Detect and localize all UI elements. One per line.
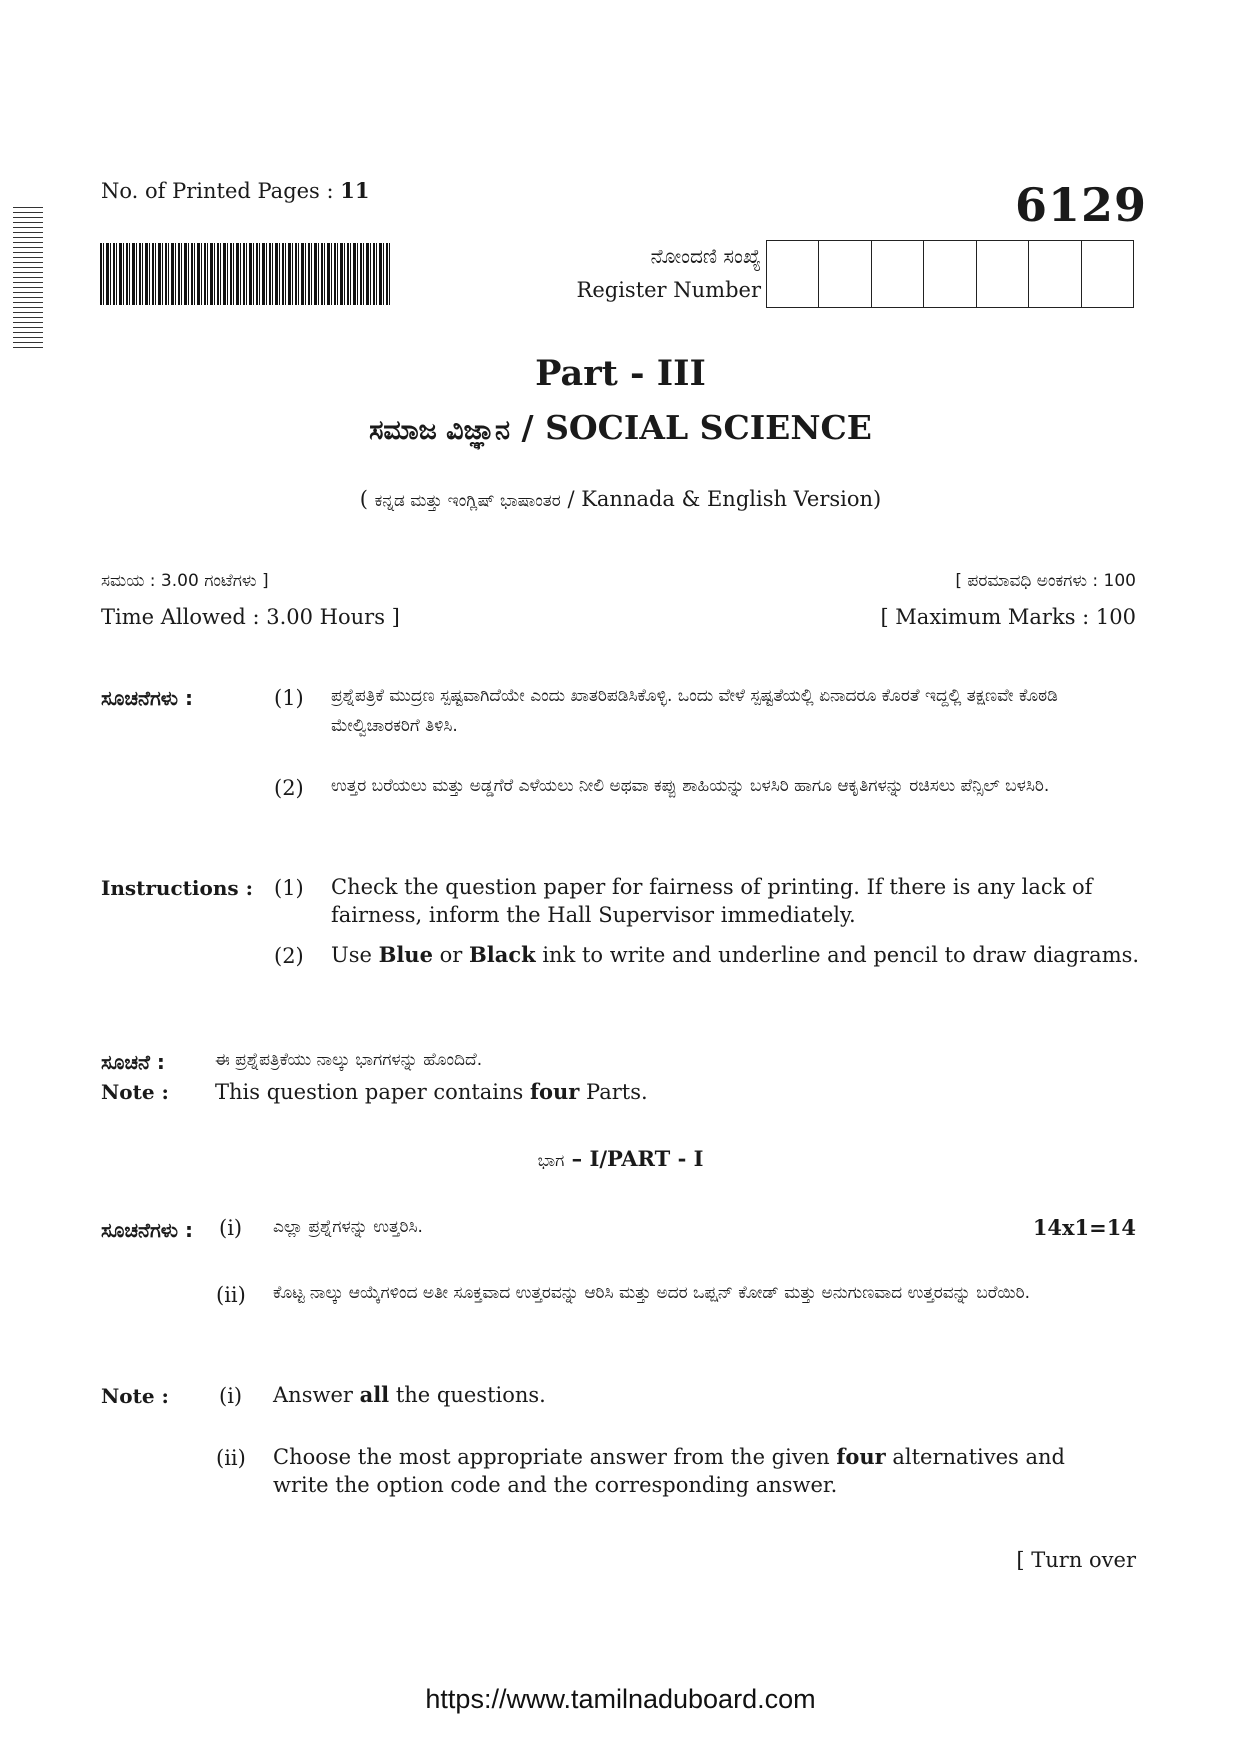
register-label-kn: ನೋಂದಣಿ ಸಂಖ್ಯೆ bbox=[650, 244, 761, 268]
text-bold: four bbox=[836, 1444, 886, 1469]
subject-kn: ಸಮಾಜ ವಿಜ್ಞಾನ bbox=[369, 415, 511, 446]
instruction-kn-text: ಉತ್ತರ ಬರೆಯಲು ಮತ್ತು ಅಡ್ಡಗೆರೆ ಎಳೆಯಲು ನೀಲಿ ಅಥವಾ ಕಪ್ಪು ಶಾಹಿಯನ್ನು ಬಳಸಿರಿ ಹಾಗೂ ಆಕೃತಿಗಳನ್ನು ರಚಿಸಲು ಪೆನ್ಸಿಲ್ ಬಳಸಿರಿ. bbox=[331, 776, 1050, 796]
text-run: This question paper contains bbox=[215, 1080, 530, 1104]
instruction-en-text: Check the question paper for fairness of printing. If there is any lack of fairness, inform the Hall Supervisor immediately. bbox=[331, 875, 1093, 928]
register-box[interactable] bbox=[1082, 241, 1133, 307]
part1-kn-label: ಸೂಚನೆಗಳು : bbox=[101, 1218, 193, 1242]
instruction-kn-num: (2) bbox=[274, 776, 304, 800]
text-bold: four bbox=[530, 1079, 580, 1104]
part1-heading bbox=[0, 1146, 1241, 1171]
note-kn-label: ಸೂಚನೆ : bbox=[101, 1050, 165, 1074]
text-run: Answer bbox=[273, 1383, 360, 1407]
barcode bbox=[100, 243, 392, 305]
printed-pages-label: No. of Printed Pages : bbox=[101, 179, 341, 203]
part1-kn-i-text: ಎಲ್ಲಾ ಪ್ರಶ್ನೆಗಳನ್ನು ಉತ್ತರಿಸಿ. bbox=[273, 1217, 423, 1237]
marks-kn: [ ಪರಮಾವಧಿ ಅಂಕಗಳು : 100 bbox=[955, 571, 1136, 591]
marks-en: [ Maximum Marks : 100 bbox=[880, 605, 1136, 629]
note-kn-text: ಈ ಪ್ರಶ್ನೆಪತ್ರಿಕೆಯು ನಾಲ್ಕು ಭಾಗಗಳನ್ನು ಹೊಂದಿದೆ. bbox=[215, 1050, 483, 1070]
text-run: Use bbox=[331, 943, 379, 967]
subject-separator: / bbox=[510, 408, 546, 447]
text-run: Parts. bbox=[579, 1080, 648, 1104]
note-en-label: Note : bbox=[101, 1080, 169, 1104]
register-box[interactable] bbox=[977, 241, 1029, 307]
text-bold: Black bbox=[468, 942, 536, 967]
subject-title bbox=[0, 408, 1241, 447]
text-run: the questions. bbox=[389, 1383, 546, 1407]
part1-en-ii-num: (ii) bbox=[216, 1446, 246, 1470]
printed-pages bbox=[101, 178, 370, 203]
version-open: ( bbox=[359, 487, 375, 511]
part-title: Part - III bbox=[535, 353, 706, 394]
part1-en-ii-text bbox=[273, 1443, 1093, 1500]
time-kn: ಸಮಯ : 3.00 ಗಂಟೆಗಳು ] bbox=[101, 571, 269, 591]
footer-url[interactable]: https://www.tamilnaduboard.com bbox=[425, 1684, 816, 1714]
text-bold: Blue bbox=[378, 942, 433, 967]
instructions-en-label: Instructions : bbox=[101, 876, 253, 900]
register-box[interactable] bbox=[767, 241, 819, 307]
text-run: Choose the most appropriate answer from the given bbox=[273, 1445, 837, 1469]
part1-en-i-num: (i) bbox=[219, 1384, 243, 1408]
section-marks: 14x1=14 bbox=[1032, 1215, 1136, 1240]
version-en: / Kannada & English Version) bbox=[560, 487, 882, 511]
printed-pages-value: 11 bbox=[340, 178, 370, 203]
turn-over: [ Turn over bbox=[1016, 1548, 1136, 1572]
side-barcode bbox=[13, 207, 43, 351]
instruction-kn-text: ಪ್ರಶ್ನೆಪತ್ರಿಕೆ ಮುದ್ರಣ ಸ್ಪಷ್ಟವಾಗಿದೆಯೇ ಎಂದು ಖಾತರಿಪಡಿಸಿಕೊಳ್ಳಿ. ಒಂದು ವೇಳೆ ಸ್ಪಷ್ಟತೆಯಲ್ಲಿ ಏನಾದರೂ ಕೊರತೆ ಇದ್ದಲ್ಲಿ ತಕ್ಷಣವೇ ಕೊಠಡಿ ಮೇಲ್ವಿಚಾರಕರಿಗೆ ತಿಳಿಸಿ. bbox=[331, 686, 1058, 736]
part1-note-label: Note : bbox=[101, 1384, 169, 1408]
text-run: ink to write and underline and pencil to draw diagrams. bbox=[535, 943, 1140, 967]
register-number-boxes[interactable] bbox=[766, 240, 1134, 308]
paper-code: 6129 bbox=[1015, 178, 1148, 232]
instruction-en-num: (1) bbox=[274, 876, 304, 900]
instructions-kn-label: ಸೂಚನೆಗಳು : bbox=[101, 686, 193, 710]
register-box[interactable] bbox=[819, 241, 871, 307]
instruction-kn-num: (1) bbox=[274, 686, 304, 710]
register-box[interactable] bbox=[924, 241, 976, 307]
text-run: or bbox=[432, 943, 469, 967]
register-box[interactable] bbox=[872, 241, 924, 307]
register-box[interactable] bbox=[1029, 241, 1081, 307]
instruction-en-num: (2) bbox=[274, 944, 304, 968]
text-bold: all bbox=[359, 1382, 390, 1407]
subject-en: SOCIAL SCIENCE bbox=[545, 408, 872, 447]
part1-heading-en: – I/PART - I bbox=[564, 1146, 704, 1171]
text-run: alternatives and write the option code and the corresponding answer. bbox=[273, 1445, 1065, 1498]
part1-kn-ii-text: ಕೊಟ್ಟ ನಾಲ್ಕು ಆಯ್ಕೆಗಳಿಂದ ಅತೀ ಸೂಕ್ತವಾದ ಉತ್ತರವನ್ನು ಆರಿಸಿ ಮತ್ತು ಅದರ ಒಪ್ಷನ್ ಕೋಡ್ ಮತ್ತು ಅನುಗುಣವಾದ ಉತ್ತರವನ್ನು ಬರೆಯಿರಿ. bbox=[273, 1283, 1031, 1303]
part1-kn-i-num: (i) bbox=[219, 1216, 243, 1240]
version-line bbox=[0, 487, 1241, 511]
part1-heading-kn: ಭಾಗ bbox=[537, 1151, 565, 1171]
instruction-en-text bbox=[331, 941, 1141, 969]
register-label-en: Register Number bbox=[576, 278, 761, 302]
version-kn: ಕನ್ನಡ ಮತ್ತು ಇಂಗ್ಲಿಷ್ ಭಾಷಾಂತರ bbox=[374, 491, 561, 511]
note-en-text bbox=[215, 1078, 648, 1106]
time-en: Time Allowed : 3.00 Hours ] bbox=[101, 605, 400, 629]
part1-en-i-text bbox=[273, 1381, 546, 1409]
part1-kn-ii-num: (ii) bbox=[216, 1283, 246, 1307]
